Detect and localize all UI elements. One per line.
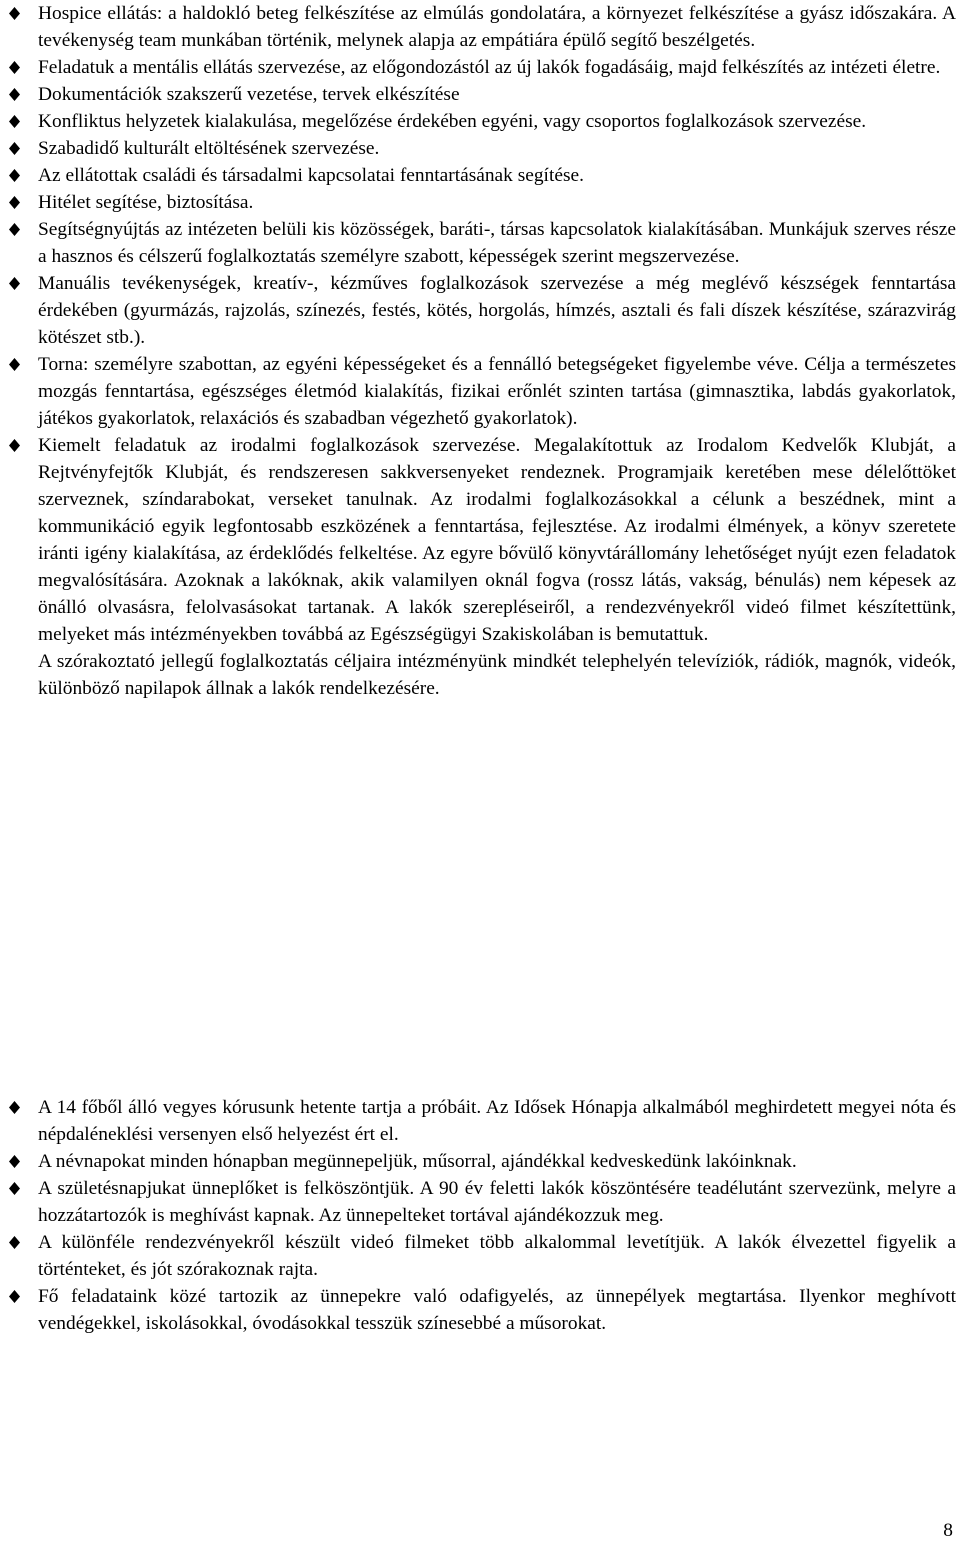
diamond-bullet-icon [8,223,21,236]
page-number: 8 [943,1520,953,1541]
list-item-text: A névnapokat minden hónapban megünnepeljük, műsorral, ajándékkal kedveskedünk lakóinknak. [38,1151,797,1172]
list-item [8,270,956,351]
diamond-bullet-icon [8,61,21,74]
list-item-text: A 14 főből álló vegyes kórusunk hetente tartja a próbáit. Az Idősek Hónapja alkalmából meghirdetett megyei nóta és népdaléneklési versenyen első helyezést ért el. [38,1097,956,1145]
list-item-text: Kiemelt feladatuk az irodalmi foglalkozások szervezése. Megalakítottuk az Irodalom Kedvelők Klubját, a Rejtvényfejtők Klubját, és rendszeresen sakkversenyeket rendeznek. Programjaik keretében mese délelőttöket szerveznek, színdarabokat, verseket tanulnak. Az irodalmi foglalkozásokkal a célunk a beszédnek, mint a kommunikáció egyik legfontosabb eszközének a fenntartása, fejlesztése. Az irodalmi élmények, a könyv szeretete iránti igény kialakítása, az érdeklődés felkeltése. Az egyre bővülő könyvtárállomány lehetőséget nyújt ezen feladatok megvalósítására. Azoknak a lakóknak, akik valamilyen oknál fogva (rossz látás, vakság, bénulás) nem képesek az önálló olvasásra, felolvasásokat tartanak. A lakók szerepléseiről, a rendezvényekről videó filmet készítettünk, melyeket más intézményekben továbbá az Egészségügyi Szakiskolában is bemutattuk. A szórakoztató jellegű foglalkoztatás céljaira intézményünk mindkét telephelyén televíziók, rádiók, magnók, videók, különböző napilapok állnak a lakók rendelkezésére. [38,435,956,699]
list-item [8,108,956,135]
diamond-bullet-icon [8,88,21,101]
diamond-bullet-icon [8,358,21,371]
list-item [8,1229,956,1283]
list-item-text: Hitélet segítése, biztosítása. [38,192,254,213]
list-item-text: Hospice ellátás: a haldokló beteg felkészítése az elmúlás gondolatára, a környezet felkészítése a gyász időszakára. A tevékenység team munkában történik, melynek alapja az empátiára épülő segítő beszélgetés. [38,3,956,51]
list-item [8,162,956,189]
list-item-text: Az ellátottak családi és társadalmi kapcsolatai fenntartásának segítése. [38,165,584,186]
list-item [8,1148,956,1175]
diamond-bullet-icon [8,1290,21,1303]
diamond-bullet-icon [8,142,21,155]
diamond-bullet-icon [8,7,21,20]
bullet-list-top [8,0,956,702]
diamond-bullet-icon [8,115,21,128]
list-item [8,1283,956,1337]
list-item [8,0,956,54]
list-item-text: Manuális tevékenységek, kreatív-, kézműves foglalkozások szervezése a még meglévő készségek fenntartása érdekében (gyurmázás, rajzolás, színezés, festés, kötés, horgolás, hímzés, asztali és fali díszek készítése, szárazvirág kötészet stb.). [38,273,956,348]
diamond-bullet-icon [8,1236,21,1249]
list-item-text: Feladatuk a mentális ellátás szervezése, az előgondozástól az új lakók fogadásáig, majd felkészítés az intézeti életre. [38,57,941,78]
list-item [8,189,956,216]
diamond-bullet-icon [8,277,21,290]
diamond-bullet-icon [8,439,21,452]
diamond-bullet-icon [8,196,21,209]
list-item [8,81,956,108]
list-item-text: A születésnapjukat ünneplőket is felköszöntjük. A 90 év feletti lakók köszöntésére teadélutánt szervezünk, melyre a hozzátartozók is meghívást kapnak. Az ünnepelteket tortával ajándékozzuk meg. [38,1178,956,1226]
list-item-text: Dokumentációk szakszerű vezetése, tervek elkészítése [38,84,460,105]
list-item [8,54,956,81]
diamond-bullet-icon [8,1182,21,1195]
list-item [8,351,956,432]
list-item-text: Torna: személyre szabottan, az egyéni képességeket és a fennálló betegségeket figyelembe véve. Célja a természetes mozgás fenntartása, egészséges életmód kialakítás, fizikai erőnlét szinten tartása (gimnasztika, labdás gyakorlatok, játékos gyakorlatok, relaxációs és szabadban végezhető gyakorlatok). [38,354,956,429]
list-item [8,1094,956,1148]
diamond-bullet-icon [8,1155,21,1168]
list-item [8,135,956,162]
list-item-text: Fő feladataink közé tartozik az ünnepekre való odafigyelés, az ünnepélyek megtartása. Ilyenkor meghívott vendégekkel, iskolásokkal, óvodásokkal tesszük színesebbé a műsorokat. [38,1286,956,1334]
list-item-text: Konfliktus helyzetek kialakulása, megelőzése érdekében egyéni, vagy csoportos foglalkozások szervezése. [38,111,867,132]
list-item-text: Szabadidő kulturált eltöltésének szervezése. [38,138,380,159]
list-item [8,1175,956,1229]
list-item-text: A különféle rendezvényekről készült videó filmeket több alkalommal levetítjük. A lakók élvezettel figyelik a történteket, és jót szórakoznak rajta. [38,1232,956,1280]
list-item [8,432,956,702]
list-item [8,216,956,270]
list-item-text: Segítségnyújtás az intézeten belüli kis közösségek, baráti-, társas kapcsolatok kialakításában. Munkájuk szerves része a hasznos és célszerű foglalkoztatás személyre szabott, képességek szerint megszervezése. [38,219,956,267]
bullet-list-bottom [8,1094,956,1337]
diamond-bullet-icon [8,169,21,182]
diamond-bullet-icon [8,1101,21,1114]
